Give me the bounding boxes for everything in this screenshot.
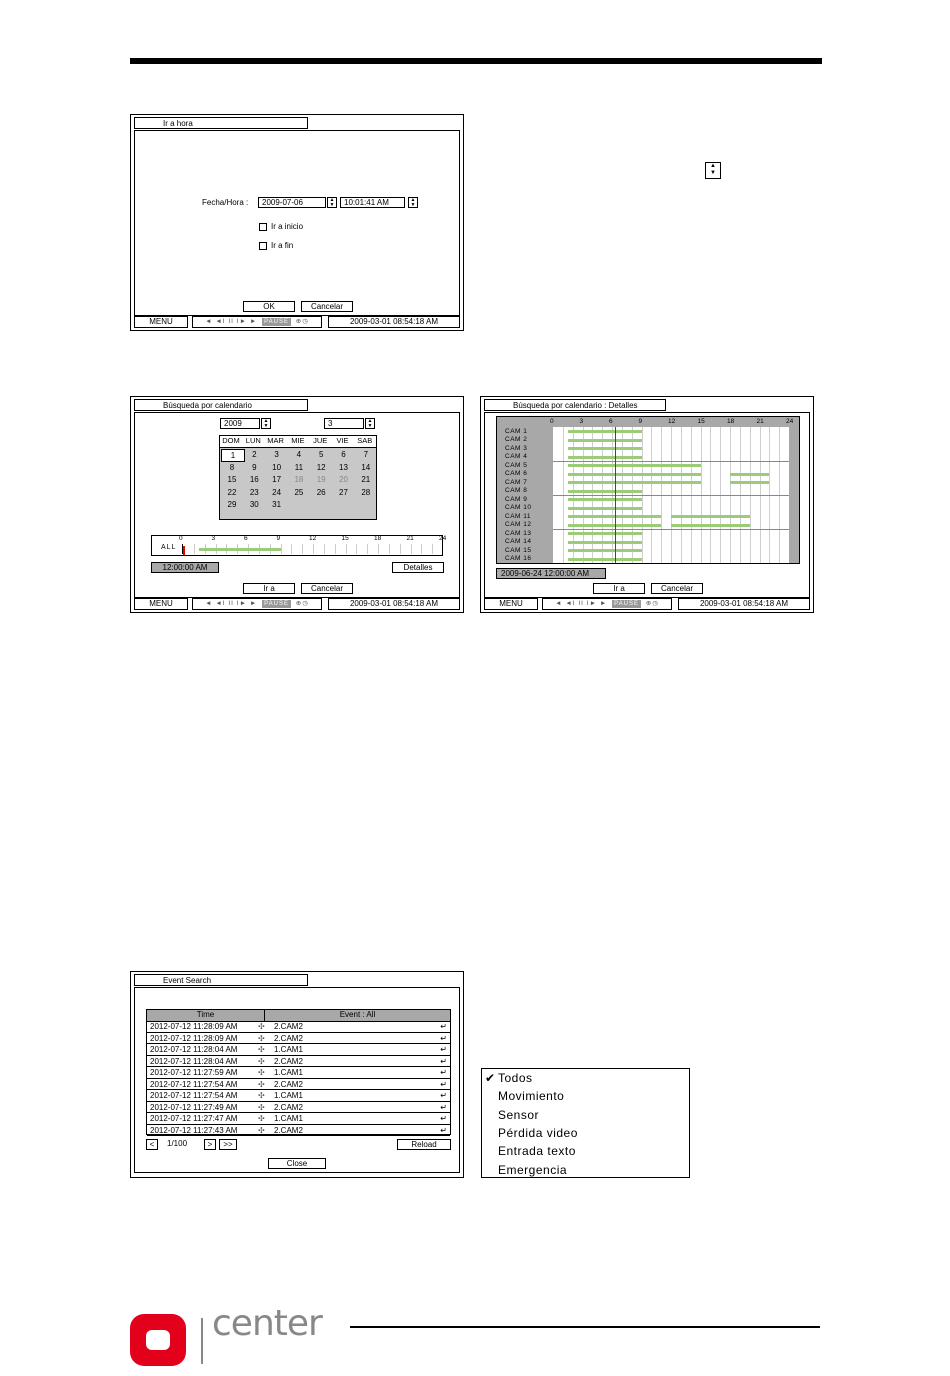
calendar-day[interactable]: 22 [227,487,237,497]
time-cursor[interactable] [615,427,616,563]
hour-gridline [194,544,195,554]
motion-icon: ✣ [258,1033,265,1043]
recording-bar [568,464,701,467]
goto-end-label: Ir a fin [271,241,294,250]
playback-icons[interactable]: ◄ ◄I II I► ► [205,318,258,325]
recording-bar [568,473,701,476]
event-table [146,1009,451,1135]
month-spinner[interactable]: ▲ ▼ [365,418,375,429]
camera-label: CAM 2 [505,436,528,443]
recording-bar [568,507,642,510]
event-time: 2012-07-12 11:27:59 AM [150,1068,238,1077]
filter-option[interactable]: Pérdida video [498,1125,578,1140]
hour-tick-label: 15 [697,418,705,425]
weekday-header-cell: DOM [222,436,240,445]
calendar-day[interactable]: 17 [272,475,282,484]
date-spinner[interactable]: ▲ ▼ [327,197,337,208]
motion-icon: ✣ [258,1056,265,1066]
recording-bar [568,490,642,493]
dialog-body [484,412,810,598]
camera-timeline-grid[interactable] [496,416,800,564]
event-time: 2012-07-12 11:27:49 AM [150,1102,238,1112]
status-bar [134,316,460,328]
event-time: 2012-07-12 11:27:54 AM [150,1091,238,1100]
event-name: 1.CAM1 [274,1045,303,1054]
goto-start-label: Ir a inicio [271,222,304,231]
hour-tick-label: 24 [439,535,447,542]
last-page-button[interactable]: >> [219,1139,237,1150]
pause-indicator: PAUSE [264,319,289,325]
filter-option[interactable]: Todos [498,1071,533,1085]
calendar-day[interactable]: 31 [272,500,282,509]
calendar-day[interactable]: 5 [318,450,324,459]
recording-bar [671,515,750,518]
return-icon[interactable]: ↵ [440,1079,447,1089]
event-name: 2.CAM2 [274,1102,303,1112]
camera-label: CAM 13 [505,529,532,537]
hour-gridline [432,544,433,554]
event-name: 1.CAM1 [274,1114,303,1123]
calendar-day[interactable]: 10 [272,462,282,472]
camera-label: CAM 14 [505,538,532,545]
cancel-button[interactable]: Cancelar [651,583,703,594]
dialog-body [134,987,460,1173]
event-time: 2012-07-12 11:28:09 AM [150,1033,238,1043]
return-icon[interactable]: ↵ [440,1125,447,1135]
hour-gridline [367,544,368,554]
dialog-title: Ir a hora [134,117,308,129]
motion-icon: ✣ [258,1125,265,1135]
return-icon[interactable]: ↵ [440,1045,447,1054]
hour-gridline [324,544,325,554]
camera-label: CAM 5 [505,461,528,469]
event-name: 1.CAM1 [274,1091,303,1100]
hour-gridline [356,544,357,554]
next-page-button[interactable]: > [204,1139,216,1150]
calendar-day[interactable]: 26 [316,487,326,497]
time-display: 12:00:00 AM [151,562,219,573]
year-spinner[interactable]: ▲ ▼ [261,418,271,429]
event-time: 2012-07-12 11:27:54 AM [150,1079,238,1089]
event-search-dialog [130,971,464,1178]
time-field[interactable]: 10:01:41 AM [340,197,405,208]
playback-controls[interactable] [192,316,322,328]
time-spinner[interactable]: ▲ ▼ [408,197,418,208]
calendar-day[interactable]: 11 [294,462,304,472]
event-filter-menu [481,1068,690,1178]
table-row[interactable] [147,1113,450,1125]
timeline-track[interactable] [182,544,443,554]
table-row[interactable] [147,1067,450,1079]
calendar-day[interactable]: 24 [272,487,282,497]
table-row[interactable] [147,1033,450,1045]
hour-tick-label: 18 [727,418,735,425]
table-row[interactable] [147,1079,450,1091]
hour-gridline [281,544,282,554]
return-icon[interactable]: ↵ [440,1102,447,1112]
status-clock: 2009-03-01 08:54:18 AM [678,598,810,610]
goto-time-dialog [130,114,464,331]
status-bar [134,598,460,610]
camera-label: CAM 1 [505,427,528,435]
goto-start-checkbox[interactable] [259,223,267,231]
recording-bar [730,473,769,476]
motion-icon: ✣ [258,1102,265,1112]
col-event[interactable]: Event : All [339,1010,376,1019]
logo-divider [201,1318,203,1364]
calendar-day[interactable]: 28 [361,487,371,497]
dialog-body [134,130,460,316]
page-indicator: 1/100 [167,1139,188,1148]
calendar-day[interactable]: 4 [296,450,302,459]
recording-bar [568,532,642,535]
table-row[interactable] [147,1056,450,1068]
event-time: 2012-07-12 11:28:04 AM [150,1056,238,1066]
goto-end-checkbox[interactable] [259,242,267,250]
playback-icons[interactable]: ◄ ◄I II I► ► [205,600,258,607]
event-name: 2.CAM2 [274,1056,303,1066]
hour-gridline [335,544,336,554]
recording-bar [568,541,642,544]
camera-label: CAM 4 [505,453,528,460]
hour-tick-label: 0 [550,418,554,425]
checkmark-icon: ✔ [485,1071,496,1085]
camera-label: CAM 8 [505,487,528,494]
recording-bar [568,430,642,433]
cancel-button[interactable]: Cancelar [301,583,353,594]
event-time: 2012-07-12 11:28:09 AM [150,1022,238,1031]
datetime-label: Fecha/Hora : [202,198,249,207]
datetime-display: 2009-06-24 12:00:00 AM [496,568,606,579]
filter-option[interactable]: Sensor [498,1107,540,1122]
calendar-day[interactable]: 27 [339,487,348,497]
calendar-day[interactable]: 16 [249,475,259,484]
prev-page-button[interactable]: < [146,1139,158,1150]
hour-tick-label: 6 [609,418,613,425]
event-time: 2012-07-12 11:28:04 AM [150,1045,238,1054]
group-separator [553,461,789,462]
motion-icon: ✣ [258,1114,265,1123]
event-name: 2.CAM2 [274,1033,303,1043]
camera-label: CAM 3 [505,444,528,452]
camera-label: CAM 6 [505,470,528,477]
camera-label: CAM 16 [505,555,532,562]
hour-gridline [389,544,390,554]
recording-bar [568,439,642,442]
event-name: 2.CAM2 [274,1079,303,1089]
motion-icon: ✣ [258,1091,265,1100]
hour-gridline [291,544,292,554]
calendar-day[interactable]: 19 [316,475,326,484]
calendar-day[interactable]: 18 [294,475,304,484]
clock-icon: ⊕◷ [295,600,309,607]
calendar-day[interactable]: 6 [341,450,346,459]
calendar-details-dialog [480,396,814,613]
dialog-title: Event Search [134,974,308,986]
calendar-day[interactable]: 2 [252,450,257,459]
timeline-all-label: ALL [161,544,177,551]
return-icon[interactable]: ↵ [440,1056,447,1066]
col-time[interactable]: Time [147,1010,265,1021]
hour-gridline [378,544,379,554]
calendar-day[interactable]: 7 [363,450,369,459]
ok-button[interactable]: OK [243,301,295,312]
motion-icon: ✣ [258,1045,265,1054]
playback-controls[interactable] [192,598,322,610]
calendar-day[interactable]: 29 [227,500,237,509]
recording-bar [568,549,642,552]
recording-bar [568,498,642,501]
reload-button[interactable]: Reload [397,1139,451,1150]
weekday-header-cell: JUE [313,436,328,445]
clock-icon: ⊕◷ [645,600,659,607]
brand-logo-icon [130,1314,186,1366]
return-icon[interactable]: ↵ [440,1091,447,1100]
month-field[interactable]: 3 [324,418,364,429]
filter-option[interactable]: Movimiento [498,1089,565,1104]
hour-tick-label: 21 [406,535,414,542]
calendar-day[interactable]: 1 [221,449,245,462]
hour-gridline [302,544,303,554]
recording-bar [671,524,750,527]
camera-label: CAM 12 [505,521,532,528]
date-field[interactable]: 2009-07-06 [258,197,326,208]
weekday-header-cell: MAR [267,436,284,445]
hour-tick-label: 24 [786,418,794,425]
hour-gridline [421,544,422,554]
status-clock: 2009-03-01 08:54:18 AM [328,598,460,610]
camera-label: CAM 11 [505,512,531,520]
recording-bar [199,548,280,551]
hour-tick-label: 21 [756,418,764,425]
timeline-bar[interactable] [151,535,447,556]
calendar-day[interactable]: 23 [249,487,259,497]
group-separator [553,495,789,496]
event-name: 2.CAM2 [274,1022,303,1031]
menu-button[interactable]: MENU [134,598,188,610]
motion-icon: ✣ [258,1068,265,1077]
hour-gridline [313,544,314,554]
dialog-body [134,412,460,598]
recording-bar [568,558,642,561]
playback-controls[interactable] [542,598,672,610]
hour-tick-label: 9 [276,535,281,542]
camera-label: CAM 15 [505,546,532,554]
status-clock: 2009-03-01 08:54:18 AM [328,316,460,328]
calendar-search-dialog [130,396,464,613]
header-rule [130,58,822,64]
calendar-day[interactable]: 30 [249,500,259,509]
hour-gridline [346,544,347,554]
hour-tick-label: 3 [211,535,216,542]
dialog-title: Búsqueda por calendario : Detalles [484,399,666,411]
cancel-button[interactable]: Cancelar [301,301,353,312]
camera-label: CAM 7 [505,478,528,486]
details-button[interactable]: Detalles [392,562,444,573]
grid-area[interactable] [553,427,789,563]
time-cursor[interactable] [183,546,185,555]
event-name: 1.CAM1 [274,1068,303,1077]
logo-text: center [212,1303,322,1344]
pause-indicator: PAUSE [614,601,639,607]
camera-label: CAM 9 [505,495,528,503]
filter-option[interactable]: Entrada texto [498,1144,576,1159]
goto-button[interactable]: Ir a [593,583,645,594]
recording-bar [568,456,642,459]
table-row[interactable] [147,1090,450,1102]
calendar-day[interactable]: 25 [294,487,304,497]
group-separator [553,529,789,530]
return-icon[interactable]: ↵ [440,1068,447,1077]
hour-tick-label: 0 [179,535,183,542]
calendar-grid [219,435,377,520]
table-row[interactable] [147,1044,450,1056]
calendar-day[interactable]: 21 [361,475,371,484]
hour-gridline [411,544,412,554]
recording-bar [568,481,701,484]
return-icon[interactable]: ↵ [440,1114,447,1123]
calendar-day[interactable]: 14 [361,462,371,472]
clock-icon: ⊕◷ [295,318,309,325]
recording-bar [568,447,642,450]
calendar-day[interactable]: 15 [227,475,237,484]
calendar-day[interactable]: 13 [339,462,348,472]
table-row[interactable] [147,1102,450,1114]
status-bar [484,598,810,610]
event-time: 2012-07-12 11:27:43 AM [150,1125,238,1135]
table-row[interactable] [147,1021,450,1033]
weekday-header-cell: LUN [245,436,261,445]
pause-indicator: PAUSE [264,601,289,607]
close-button[interactable]: Close [268,1158,326,1169]
goto-button[interactable]: Ir a [243,583,295,594]
motion-icon: ✣ [258,1022,265,1031]
hour-tick-label: 6 [244,535,248,542]
camera-label: CAM 10 [505,504,532,511]
menu-button[interactable]: MENU [134,316,188,328]
hour-gridline [400,544,401,554]
hour-tick-label: 12 [309,535,317,542]
calendar-day[interactable]: 9 [252,462,257,472]
weekday-header [220,436,376,448]
calendar-day[interactable]: 3 [274,450,279,459]
table-row[interactable] [147,1125,450,1137]
hour-tick-label: 18 [374,535,382,542]
calendar-day[interactable]: 20 [339,475,348,484]
weekday-header-cell: MIE [291,436,305,445]
year-field[interactable]: 2009 [220,418,260,429]
motion-icon: ✣ [258,1079,265,1089]
hour-tick-label: 9 [638,418,643,425]
recording-bar [730,481,769,484]
footer-rule [350,1326,820,1328]
filter-option[interactable]: Emergencia [498,1162,568,1177]
calendar-day[interactable]: 8 [229,462,235,472]
weekday-header-cell: SAB [357,436,373,445]
calendar-day[interactable]: 12 [316,462,326,472]
hour-tick-label: 15 [341,535,349,542]
event-name: 2.CAM2 [274,1125,303,1135]
hour-tick-label: 12 [668,418,676,425]
return-icon[interactable]: ↵ [440,1022,447,1031]
menu-button[interactable]: MENU [484,598,538,610]
hour-tick-label: 3 [579,418,584,425]
event-time: 2012-07-12 11:27:47 AM [150,1114,238,1123]
weekday-header-cell: VIE [336,436,349,445]
return-icon[interactable]: ↵ [440,1033,447,1043]
playback-icons[interactable]: ◄ ◄I II I► ► [555,600,608,607]
dialog-title: Búsqueda por calendario [134,399,308,411]
up-down-arrows-icon: ▲ ▼ [705,162,721,179]
